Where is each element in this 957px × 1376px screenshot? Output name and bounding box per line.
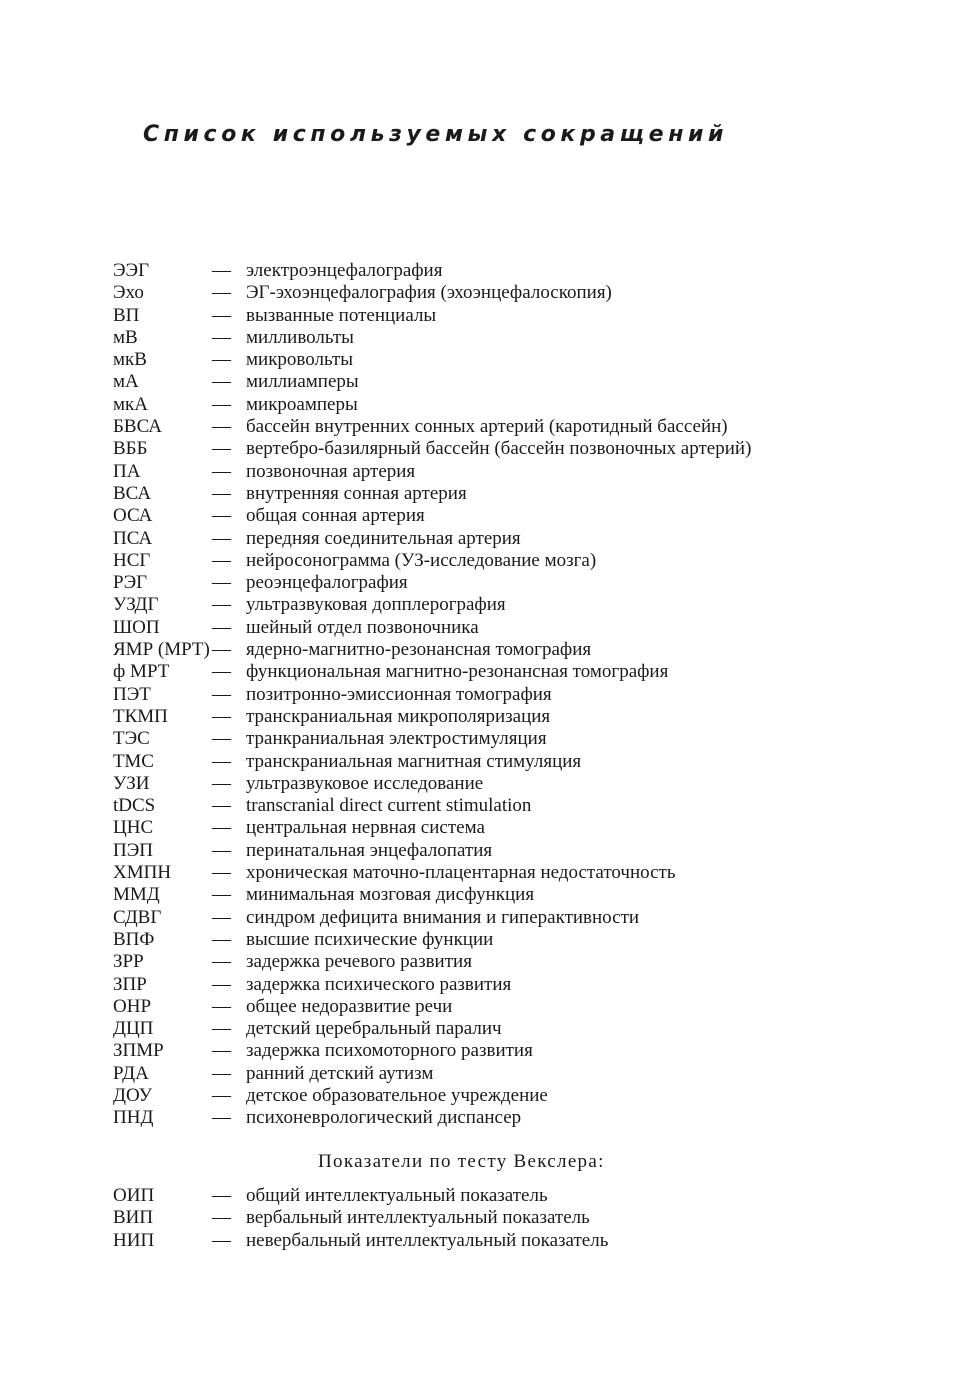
abbreviation-definition: ранний детский аутизм [246, 1062, 434, 1084]
em-dash: — [212, 995, 231, 1017]
em-dash: — [212, 260, 231, 281]
abbreviation-term: ПНД [113, 1107, 154, 1129]
abbreviation-term: НСГ [113, 549, 151, 571]
em-dash: — [212, 862, 231, 884]
em-dash: — [212, 393, 231, 415]
abbreviation-term: Эхо [113, 282, 144, 304]
abbreviation-definition: transcranial direct current stimulation [246, 795, 532, 817]
em-dash: — [212, 482, 231, 504]
abbreviation-definition: транскраниальная микрополяризация [246, 705, 551, 727]
abbreviation-definition: задержка психомоторного развития [246, 1040, 533, 1062]
em-dash: — [212, 795, 231, 817]
em-dash: — [212, 1185, 231, 1206]
abbreviation-definition: высшие психические функции [246, 928, 494, 950]
abbreviation-term: РЭГ [113, 572, 148, 594]
em-dash: — [212, 416, 231, 438]
abbreviation-definition: миллиамперы [246, 371, 359, 393]
abbreviation-definition: милливольты [246, 326, 354, 348]
em-dash: — [212, 973, 231, 995]
abbreviation-definition: ядерно-магнитно-резонансная томография [246, 639, 592, 661]
abbreviation-definition: реоэнцефалография [246, 572, 408, 594]
em-dash: — [212, 683, 231, 705]
abbreviation-definition: транкраниальная электростимуляция [246, 728, 547, 750]
em-dash: — [212, 661, 231, 683]
em-dash: — [212, 639, 231, 661]
abbreviation-term: УЗДГ [113, 594, 159, 616]
abbreviation-term: СДВГ [113, 906, 162, 928]
abbreviation-definition: общее недоразвитие речи [246, 995, 453, 1017]
em-dash: — [212, 282, 231, 304]
abbreviation-term: ТКМП [113, 705, 168, 727]
em-dash: — [212, 1107, 231, 1129]
abbreviation-definition: вызванные потенциалы [246, 304, 437, 326]
em-dash: — [212, 326, 231, 348]
em-dash: — [212, 1018, 231, 1040]
em-dash: — [212, 527, 231, 549]
abbreviation-definition: хроническая маточно-плацентарная недостаточность [246, 862, 676, 884]
abbreviation-definition: внутренняя сонная артерия [246, 482, 467, 504]
abbreviation-term: НИП [113, 1229, 155, 1251]
abbreviation-term: ВББ [113, 438, 148, 460]
abbreviation-term: ВПФ [113, 928, 155, 950]
abbreviation-definition: задержка психического развития [246, 973, 512, 995]
abbreviation-definition: вертебро-базилярный бассейн (бассейн позвоночных артерий) [246, 438, 752, 460]
abbreviation-term: БВСА [113, 416, 163, 438]
em-dash: — [212, 304, 231, 326]
abbreviation-definition: нейросонограмма (УЗ-исследование мозга) [246, 549, 597, 571]
abbreviation-definition: детское образовательное учреждение [246, 1084, 548, 1106]
em-dash: — [212, 1084, 231, 1106]
abbreviation-term: ДОУ [113, 1084, 153, 1106]
abbreviation-definition: передняя соединительная артерия [246, 527, 521, 549]
abbreviation-definition: общая сонная артерия [246, 505, 425, 527]
abbreviation-term: ДЦП [113, 1018, 154, 1040]
abbreviation-term: ТМС [113, 750, 154, 772]
abbreviation-definition: микроамперы [246, 393, 358, 415]
em-dash: — [212, 349, 231, 371]
em-dash: — [212, 884, 231, 906]
em-dash: — [212, 616, 231, 638]
em-dash: — [212, 371, 231, 393]
abbreviation-term: ТЭС [113, 728, 150, 750]
abbreviation-term: ПА [113, 460, 141, 482]
abbreviation-term: tDCS [113, 795, 156, 817]
abbreviation-definition: электроэнцефалография [246, 260, 443, 281]
em-dash: — [212, 549, 231, 571]
abbreviation-definition: общий интеллектуальный показатель [246, 1185, 548, 1206]
em-dash: — [212, 906, 231, 928]
abbreviation-term: ВП [113, 304, 140, 326]
abbreviation-definition: вербальный интеллектуальный показатель [246, 1207, 590, 1229]
abbreviation-definition: ЭГ-эхоэнцефалография (эхоэнцефалоскопия) [246, 282, 612, 304]
em-dash: — [212, 438, 231, 460]
abbreviation-term: мкА [113, 393, 148, 415]
em-dash: — [212, 928, 231, 950]
em-dash: — [212, 594, 231, 616]
em-dash: — [212, 1062, 231, 1084]
em-dash: — [212, 951, 231, 973]
abbreviation-definition: позвоночная артерия [246, 460, 416, 482]
abbreviation-definition: перинатальная энцефалопатия [246, 839, 493, 861]
em-dash: — [212, 505, 231, 527]
em-dash: — [212, 728, 231, 750]
abbreviation-definition: функциональная магнитно-резонансная томография [246, 661, 669, 683]
em-dash: — [212, 817, 231, 839]
em-dash: — [212, 750, 231, 772]
abbreviation-definition: микровольты [246, 349, 354, 371]
abbreviation-term: ПЭТ [113, 683, 151, 705]
em-dash: — [212, 1040, 231, 1062]
em-dash: — [212, 572, 231, 594]
abbreviation-term: ШОП [113, 616, 160, 638]
abbreviation-term: ЭЭГ [113, 260, 150, 281]
abbreviation-term: мВ [113, 326, 138, 348]
abbreviation-term: мкВ [113, 349, 147, 371]
abbreviation-term: УЗИ [113, 772, 150, 794]
em-dash: — [212, 839, 231, 861]
em-dash: — [212, 772, 231, 794]
abbreviation-term: ХМПН [113, 862, 172, 884]
abbreviation-term: ПСА [113, 527, 153, 549]
abbreviation-definition: ультразвуковая допплерография [246, 594, 506, 616]
em-dash: — [212, 705, 231, 727]
em-dash: — [212, 1229, 231, 1251]
abbreviation-definition: позитронно-эмиссионная томография [246, 683, 552, 705]
abbreviation-term: ПЭП [113, 839, 153, 861]
abbreviation-definition: шейный отдел позвоночника [246, 616, 479, 638]
abbreviation-term: ЦНС [113, 817, 154, 839]
page-title: Список используемых сокращений [143, 122, 729, 147]
abbreviation-term: ММД [113, 884, 160, 906]
abbreviation-term: РДА [113, 1062, 149, 1084]
abbreviation-term: ВИП [113, 1207, 154, 1229]
abbreviation-term: ЗПМР [113, 1040, 164, 1062]
em-dash: — [212, 460, 231, 482]
abbreviation-definition: минимальная мозговая дисфункция [246, 884, 535, 906]
abbreviation-definition: транскраниальная магнитная стимуляция [246, 750, 582, 772]
abbreviation-definition: ультразвуковое исследование [246, 772, 484, 794]
abbreviation-term: мА [113, 371, 139, 393]
abbreviation-term: ОНР [113, 995, 152, 1017]
abbreviation-term: ОИП [113, 1185, 155, 1206]
abbreviation-definition: центральная нервная система [246, 817, 485, 839]
abbreviation-definition: бассейн внутренних сонных артерий (каротидный бассейн) [246, 416, 728, 438]
em-dash: — [212, 1207, 231, 1229]
abbreviation-definition: детский церебральный паралич [246, 1018, 502, 1040]
abbreviation-term: ОСА [113, 505, 153, 527]
abbreviation-term: ЗРР [113, 951, 144, 973]
abbreviation-definition: невербальный интеллектуальный показатель [246, 1229, 609, 1251]
wechsler-heading: Показатели по тесту Векслера: [318, 1151, 605, 1172]
abbreviation-term: ЗПР [113, 973, 147, 995]
abbreviation-term: ф МРТ [113, 661, 170, 683]
abbreviation-term: ЯМР (МРТ) [113, 639, 210, 661]
abbreviation-term: ВСА [113, 482, 152, 504]
abbreviation-definition: задержка речевого развития [246, 951, 472, 973]
abbreviation-definition: синдром дефицита внимания и гиперактивности [246, 906, 640, 928]
abbreviation-definition: психоневрологический диспансер [246, 1107, 522, 1129]
